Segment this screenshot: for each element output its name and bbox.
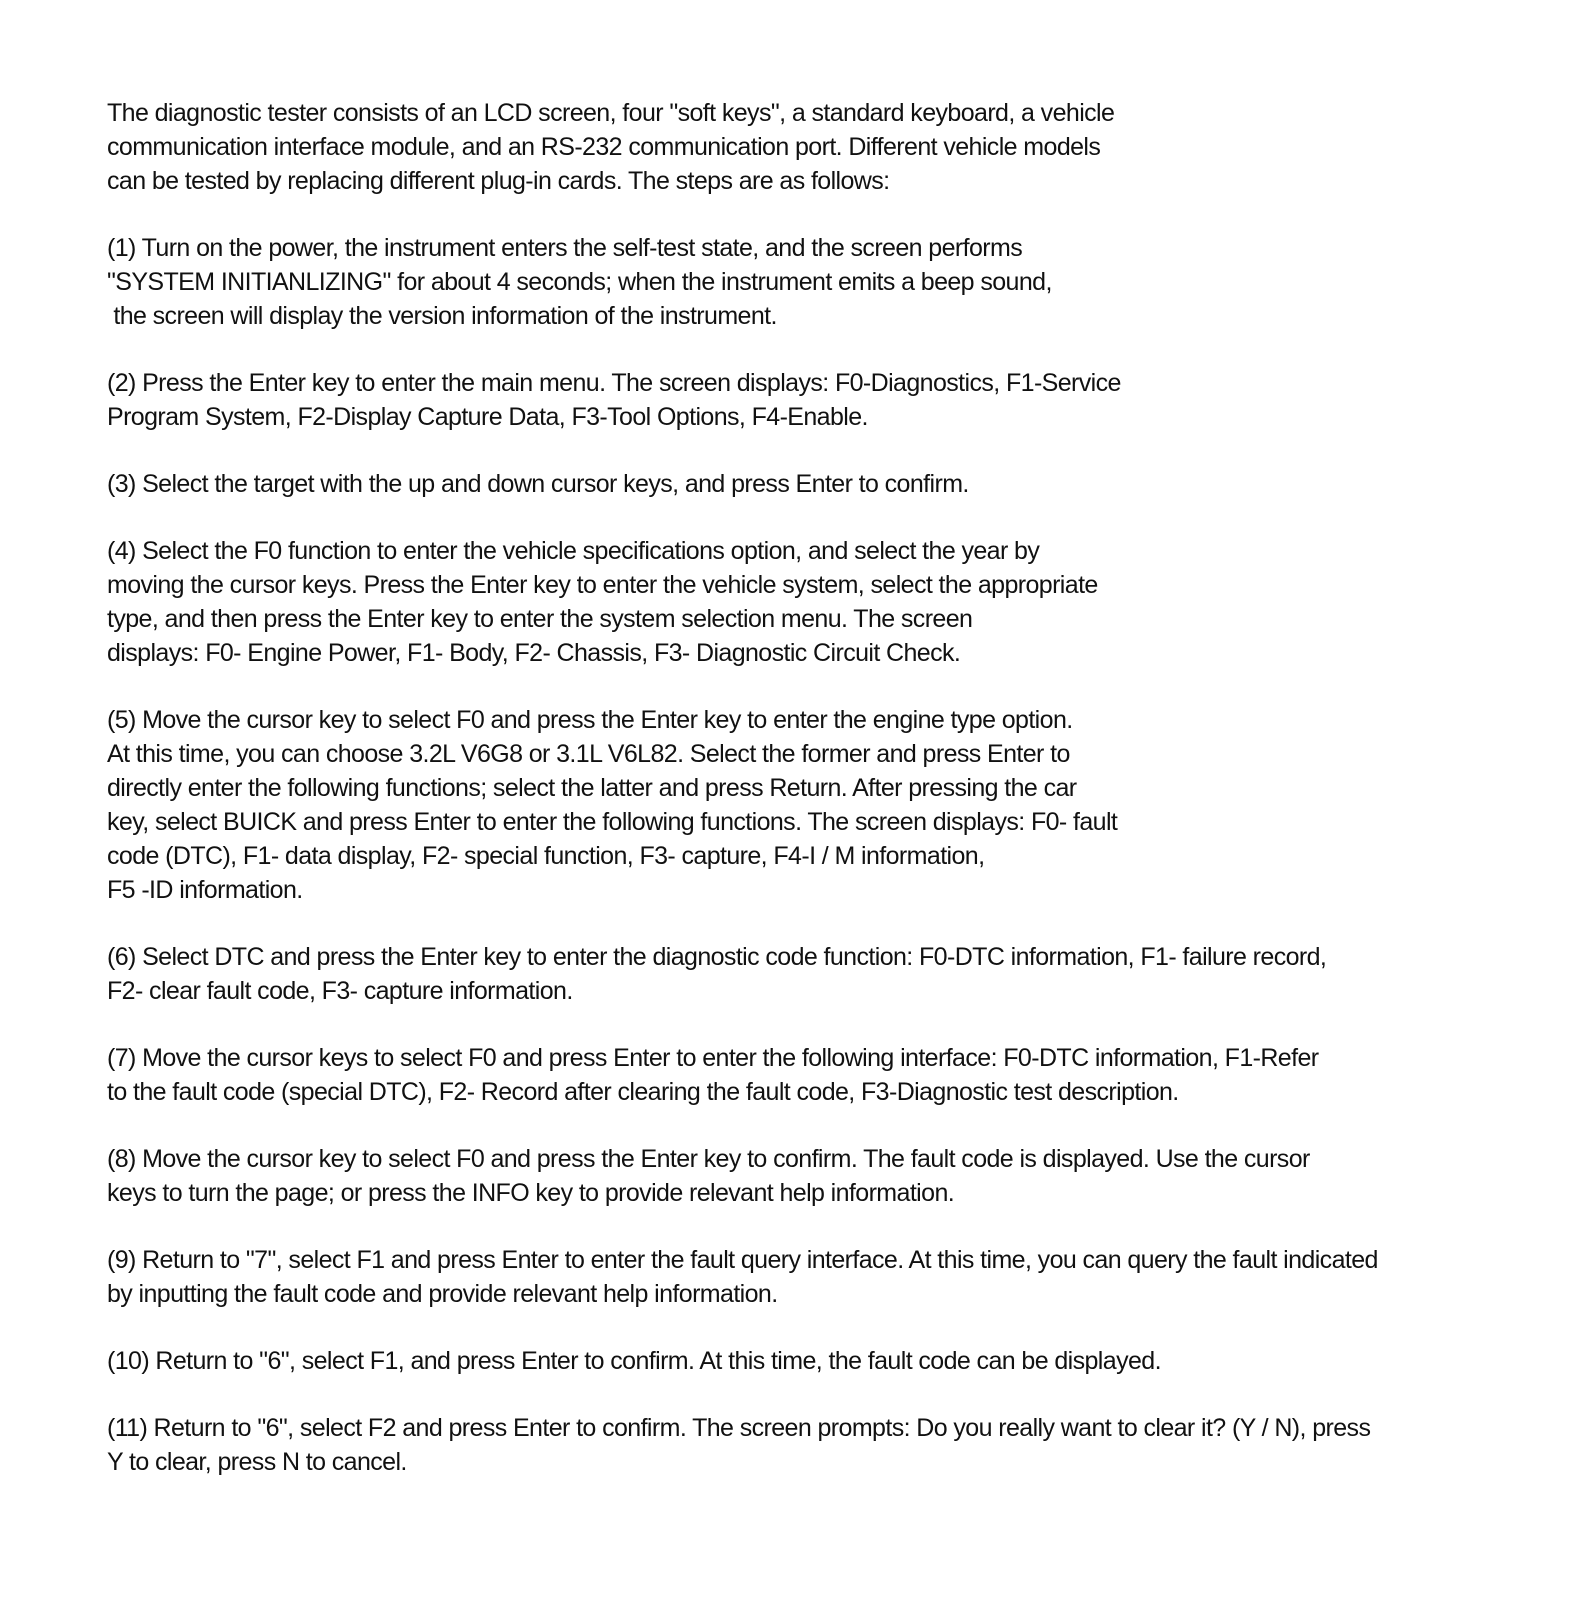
paragraph-step-2 [107,366,1507,434]
paragraph-line: (11) Return to "6", select F2 and press Enter to confirm. The screen prompts: Do you really want to clear it? (Y / N), press [107,1414,1371,1442]
paragraph-line: At this time, you can choose 3.2L V6G8 or 3.1L V6L82. Select the former and press Enter to [107,740,1070,768]
paragraph-line: code (DTC), F1- data display, F2- special function, F3- capture, F4-I / M information, [107,842,985,870]
paragraph-step-4 [107,534,1507,670]
paragraph-line: displays: F0- Engine Power, F1- Body, F2- Chassis, F3- Diagnostic Circuit Check. [107,639,961,667]
paragraph-line: "SYSTEM INITIANLIZING" for about 4 seconds; when the instrument emits a beep sound, [107,268,1052,296]
paragraph-line: (10) Return to "6", select F1, and press Enter to confirm. At this time, the fault code can be displayed. [107,1347,1161,1375]
paragraph-line: Program System, F2-Display Capture Data, F3-Tool Options, F4-Enable. [107,403,868,431]
paragraph-line: keys to turn the page; or press the INFO key to provide relevant help information. [107,1179,955,1207]
paragraph-line: the screen will display the version information of the instrument. [107,302,777,330]
paragraph-step-6 [107,940,1507,1008]
paragraph-step-7 [107,1041,1507,1109]
paragraph-line: directly enter the following functions; select the latter and press Return. After pressing the car [107,774,1077,802]
document-body [107,96,1507,1512]
paragraph-line: (6) Select DTC and press the Enter key to enter the diagnostic code function: F0-DTC information, F1- failure record, [107,943,1327,971]
paragraph-line: (2) Press the Enter key to enter the main menu. The screen displays: F0-Diagnostics, F1-Service [107,369,1121,397]
paragraph-line: The diagnostic tester consists of an LCD screen, four "soft keys", a standard keyboard, a vehicle [107,99,1115,127]
paragraph-step-5 [107,703,1507,907]
paragraph-line: communication interface module, and an RS-232 communication port. Different vehicle models [107,133,1101,161]
paragraph-step-3 [107,467,1507,501]
paragraph-step-9 [107,1243,1507,1311]
paragraph-line: (8) Move the cursor key to select F0 and press the Enter key to confirm. The fault code is displayed. Use the cursor [107,1145,1310,1173]
paragraph-intro [107,96,1507,198]
paragraph-line: can be tested by replacing different plug-in cards. The steps are as follows: [107,167,890,195]
paragraph-line: F2- clear fault code, F3- capture information. [107,977,573,1005]
paragraph-line: (4) Select the F0 function to enter the vehicle specifications option, and select the year by [107,537,1040,565]
paragraph-line: moving the cursor keys. Press the Enter key to enter the vehicle system, select the appropriate [107,571,1098,599]
paragraph-step-10 [107,1344,1507,1378]
paragraph-line: (1) Turn on the power, the instrument enters the self-test state, and the screen performs [107,234,1023,262]
paragraph-line: type, and then press the Enter key to enter the system selection menu. The screen [107,605,973,633]
paragraph-line: (7) Move the cursor keys to select F0 and press Enter to enter the following interface: F0-DTC information, F1-Refer [107,1044,1319,1072]
paragraph-line: key, select BUICK and press Enter to enter the following functions. The screen displays: F0- fault [107,808,1118,836]
paragraph-line: (3) Select the target with the up and down cursor keys, and press Enter to confirm. [107,470,969,498]
paragraph-line: (5) Move the cursor key to select F0 and press the Enter key to enter the engine type option. [107,706,1073,734]
paragraph-line: F5 -ID information. [107,876,303,904]
paragraph-line: Y to clear, press N to cancel. [107,1448,407,1476]
paragraph-line: (9) Return to "7", select F1 and press Enter to enter the fault query interface. At this time, you can query the fault indicated [107,1246,1378,1274]
paragraph-step-8 [107,1142,1507,1210]
paragraph-line: by inputting the fault code and provide relevant help information. [107,1280,778,1308]
paragraph-line: to the fault code (special DTC), F2- Record after clearing the fault code, F3-Diagnostic test description. [107,1078,1179,1106]
paragraph-step-1 [107,231,1507,333]
paragraph-step-11 [107,1411,1507,1479]
